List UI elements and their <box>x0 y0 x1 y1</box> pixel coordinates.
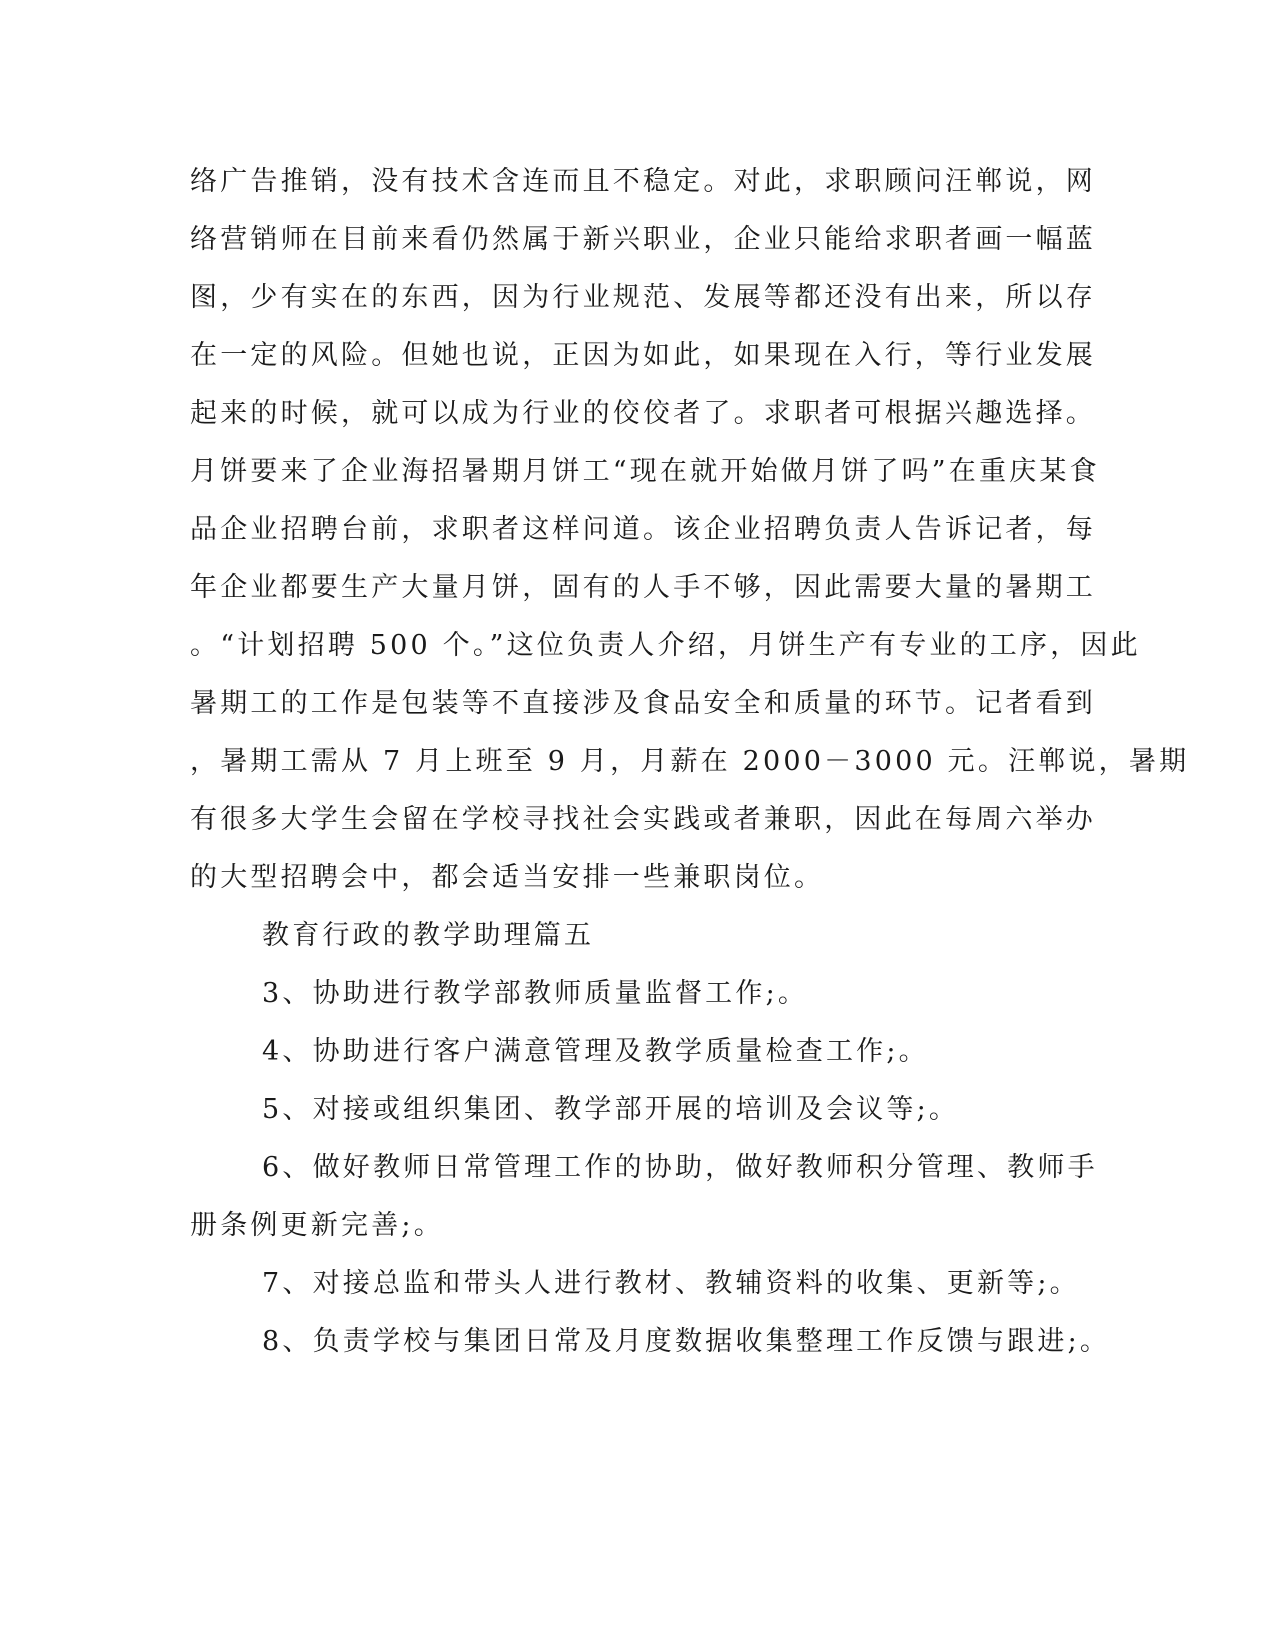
list-item-continuation: 册条例更新完善;。 <box>190 1210 444 1241</box>
list-item: 8、负责学校与集团日常及月度数据收集整理工作反馈与跟进;。 <box>262 1326 1111 1357</box>
paragraph-line: 年企业都要生产大量月饼，固有的人手不够，因此需要大量的暑期工 <box>190 572 1096 603</box>
paragraph-line: 暑期工的工作是包装等不直接涉及食品安全和质量的环节。记者看到 <box>190 688 1096 719</box>
paragraph-line: 络营销师在目前来看仍然属于新兴职业，企业只能给求职者画一幅蓝 <box>190 224 1096 255</box>
paragraph-line: 在一定的风险。但她也说，正因为如此，如果现在入行，等行业发展 <box>190 340 1096 371</box>
paragraph-line: 月饼要来了企业海招暑期月饼工“现在就开始做月饼了吗”在重庆某食 <box>190 456 1100 487</box>
paragraph-line: 络广告推销，没有技术含连而且不稳定。对此，求职顾问汪郸说，网 <box>190 166 1096 197</box>
paragraph-line: 有很多大学生会留在学校寻找社会实践或者兼职，因此在每周六举办 <box>190 804 1096 835</box>
section-title: 教育行政的教学助理篇五 <box>262 920 595 951</box>
list-item: 6、做好教师日常管理工作的协助，做好教师积分管理、教师手 <box>262 1152 1098 1183</box>
list-item: 5、对接或组织集团、教学部开展的培训及会议等;。 <box>262 1094 960 1125</box>
paragraph-line: 。“计划招聘 500 个。”这位负责人介绍，月饼生产有专业的工序，因此 <box>190 630 1141 661</box>
paragraph-line: 品企业招聘台前，求职者这样问道。该企业招聘负责人告诉记者，每 <box>190 514 1096 545</box>
paragraph-line: 的大型招聘会中，都会适当安排一些兼职岗位。 <box>190 862 825 893</box>
list-item: 3、协助进行教学部教师质量监督工作;。 <box>262 978 809 1009</box>
paragraph-line: 图，少有实在的东西，因为行业规范、发展等都还没有出来，所以存 <box>190 282 1096 313</box>
list-item: 4、协助进行客户满意管理及教学质量检查工作;。 <box>262 1036 929 1067</box>
list-item: 7、对接总监和带头人进行教材、教辅资料的收集、更新等;。 <box>262 1268 1080 1299</box>
paragraph-line: ，暑期工需从 7 月上班至 9 月，月薪在 2000－3000 元。汪郸说，暑期 <box>190 746 1190 777</box>
paragraph-line: 起来的时候，就可以成为行业的佼佼者了。求职者可根据兴趣选择。 <box>190 398 1096 429</box>
